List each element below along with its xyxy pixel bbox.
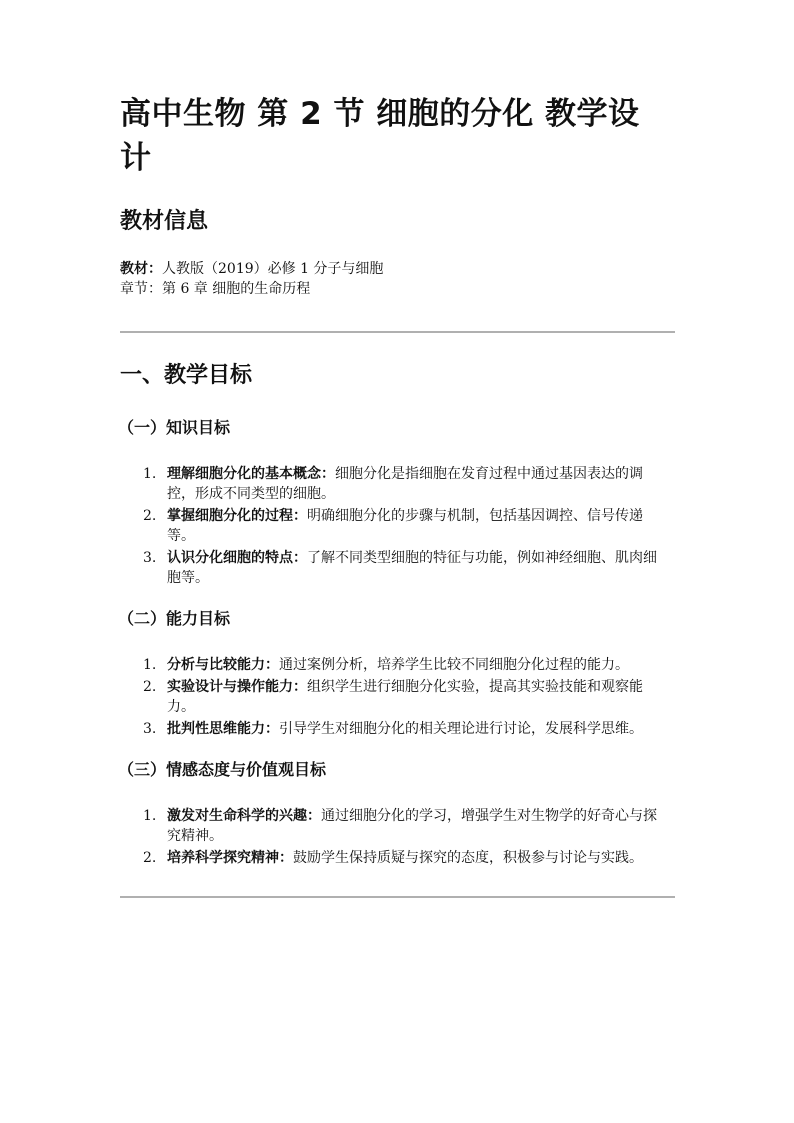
chapter-label: 章节： bbox=[120, 281, 162, 297]
item-text: 明确细胞分化的步骤与机制，包括基因调控、信号传递等。 bbox=[167, 508, 643, 544]
item-number: 2. bbox=[143, 850, 157, 866]
item-strong: 分析与比较能力： bbox=[167, 657, 279, 673]
item-text: 通过案例分析，培养学生比较不同细胞分化过程的能力。 bbox=[279, 657, 629, 673]
emotion-goals-list bbox=[120, 806, 675, 868]
ability-goals-heading: （二）能力目标 bbox=[118, 609, 231, 628]
textbook-info bbox=[120, 259, 675, 299]
item-strong: 理解细胞分化的基本概念： bbox=[167, 466, 335, 482]
divider bbox=[120, 896, 675, 898]
emotion-goals-heading: （三）情感态度与价值观目标 bbox=[118, 760, 327, 779]
item-text: 引导学生对细胞分化的相关理论进行讨论，发展科学思维。 bbox=[279, 721, 643, 737]
item-strong: 激发对生命科学的兴趣： bbox=[167, 808, 321, 824]
item-number: 3. bbox=[143, 721, 157, 737]
item-text: 组织学生进行细胞分化实验，提高其实验技能和观察能力。 bbox=[167, 679, 643, 715]
item-number: 2. bbox=[143, 508, 157, 524]
textbook-label: 教材： bbox=[120, 261, 162, 277]
list-item bbox=[120, 548, 667, 588]
knowledge-goals-list bbox=[120, 464, 675, 588]
item-number: 1. bbox=[143, 657, 157, 673]
list-item bbox=[120, 677, 667, 717]
item-text: 细胞分化是指细胞在发育过程中通过基因表达的调控，形成不同类型的细胞。 bbox=[167, 466, 643, 502]
ability-goals-list bbox=[120, 655, 675, 739]
item-strong: 掌握细胞分化的过程： bbox=[167, 508, 307, 524]
item-strong: 实验设计与操作能力： bbox=[167, 679, 307, 695]
item-strong: 认识分化细胞的特点： bbox=[167, 550, 307, 566]
textbook-line bbox=[120, 259, 675, 279]
divider bbox=[120, 331, 675, 333]
document-title: 高中生物 第 2 节 细胞的分化 教学设计 bbox=[120, 96, 640, 176]
chapter-line bbox=[120, 279, 675, 299]
list-item bbox=[120, 848, 667, 868]
list-item bbox=[120, 464, 667, 504]
list-item bbox=[120, 806, 667, 846]
item-strong: 批判性思维能力： bbox=[167, 721, 279, 737]
document-page bbox=[120, 92, 675, 898]
textbook-value: 人教版（2019）必修 1 分子与细胞 bbox=[162, 261, 384, 277]
list-item bbox=[120, 506, 667, 546]
item-number: 3. bbox=[143, 550, 157, 566]
item-strong: 培养科学探究精神： bbox=[167, 850, 293, 866]
item-number: 1. bbox=[143, 466, 157, 482]
info-heading: 教材信息 bbox=[120, 209, 209, 234]
knowledge-goals-heading: （一）知识目标 bbox=[118, 418, 231, 437]
item-number: 1. bbox=[143, 808, 157, 824]
item-text: 了解不同类型细胞的特征与功能，例如神经细胞、肌肉细胞等。 bbox=[167, 550, 657, 586]
item-text: 鼓励学生保持质疑与探究的态度，积极参与讨论与实践。 bbox=[293, 850, 643, 866]
chapter-value: 第 6 章 细胞的生命历程 bbox=[162, 281, 311, 297]
section1-heading: 一、教学目标 bbox=[120, 363, 253, 388]
list-item bbox=[120, 719, 667, 739]
list-item bbox=[120, 655, 667, 675]
item-text: 通过细胞分化的学习，增强学生对生物学的好奇心与探究精神。 bbox=[167, 808, 657, 844]
item-number: 2. bbox=[143, 679, 157, 695]
